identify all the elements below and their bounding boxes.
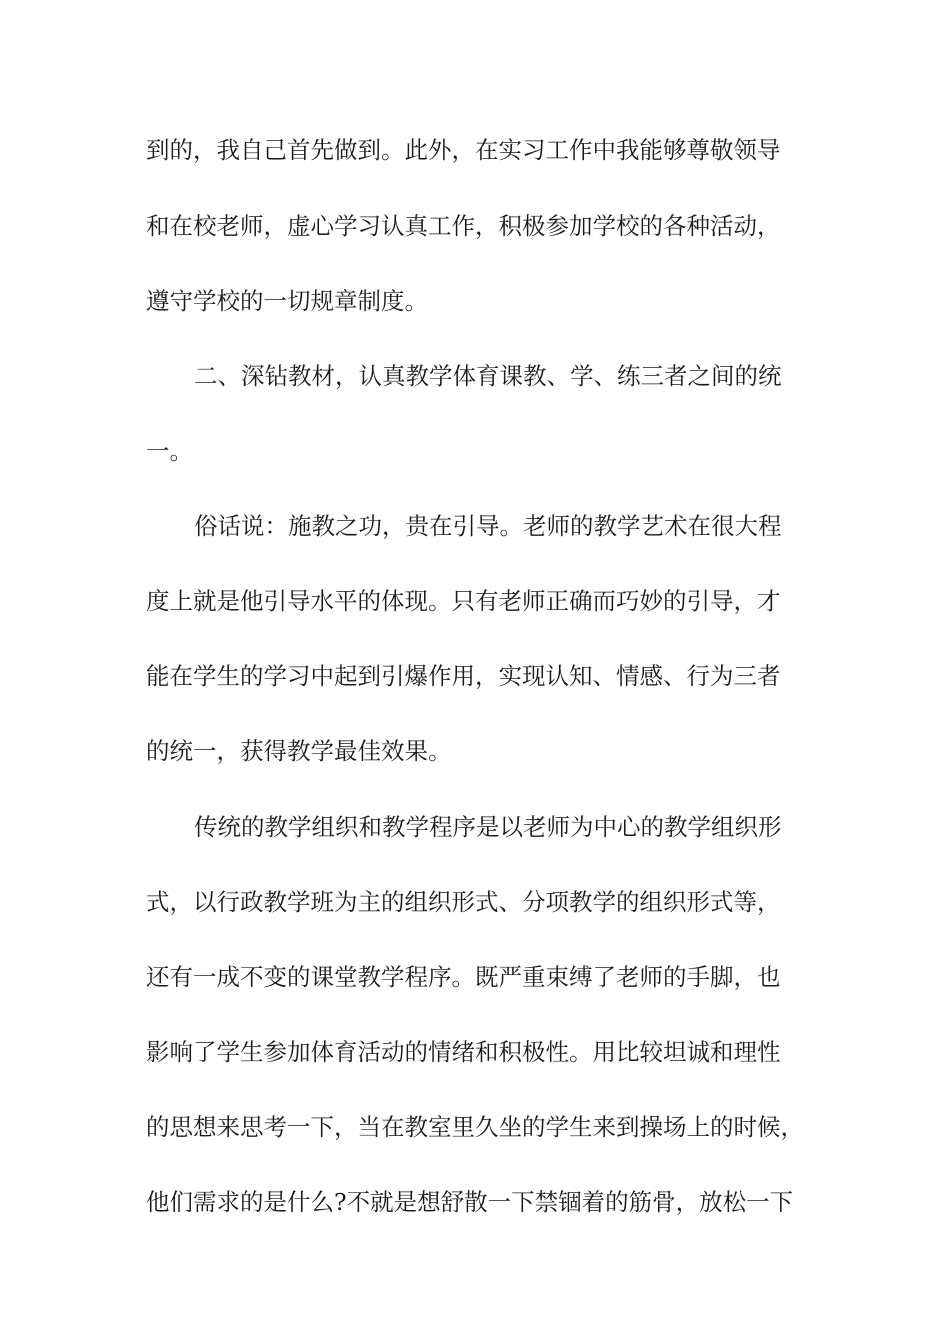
text-line-7: 度上就是他引导水平的体现。只有老师正确而巧妙的引导，才 [146,587,781,615]
text-line-2: 和在校老师，虚心学习认真工作，积极参加学校的各种活动， [146,212,781,240]
text-line-5: 一。 [146,437,193,465]
paragraph-start-2: 传统的教学组织和教学程序是以老师为中心的教学组织形 [194,813,782,841]
text-line-13: 影响了学生参加体育活动的情绪和积极性。用比较坦诚和理性 [146,1038,781,1066]
text-line-9: 的统一，获得教学最佳效果。 [146,737,452,765]
text-line-1: 到的，我自己首先做到。此外，在实习工作中我能够尊敬领导 [146,136,781,164]
text-line-11: 式，以行政教学班为主的组织形式、分项教学的组织形式等， [146,888,781,916]
heading-section-2: 二、深钻教材，认真教学体育课教、学、练三者之间的统 [194,362,782,390]
paragraph-start-1: 俗话说：施教之功，贵在引导。老师的教学艺术在很大程 [194,512,782,540]
text-line-15: 他们需求的是什么?不就是想舒散一下禁锢着的筋骨，放松一下 [146,1188,794,1216]
text-line-3: 遵守学校的一切规章制度。 [146,287,428,315]
text-line-14: 的思想来思考一下，当在教室里久坐的学生来到操场上的时候， [146,1113,804,1141]
text-line-8: 能在学生的学习中起到引爆作用，实现认知、情感、行为三者 [146,662,781,690]
text-line-12: 还有一成不变的课堂教学程序。既严重束缚了老师的手脚，也 [146,963,781,991]
